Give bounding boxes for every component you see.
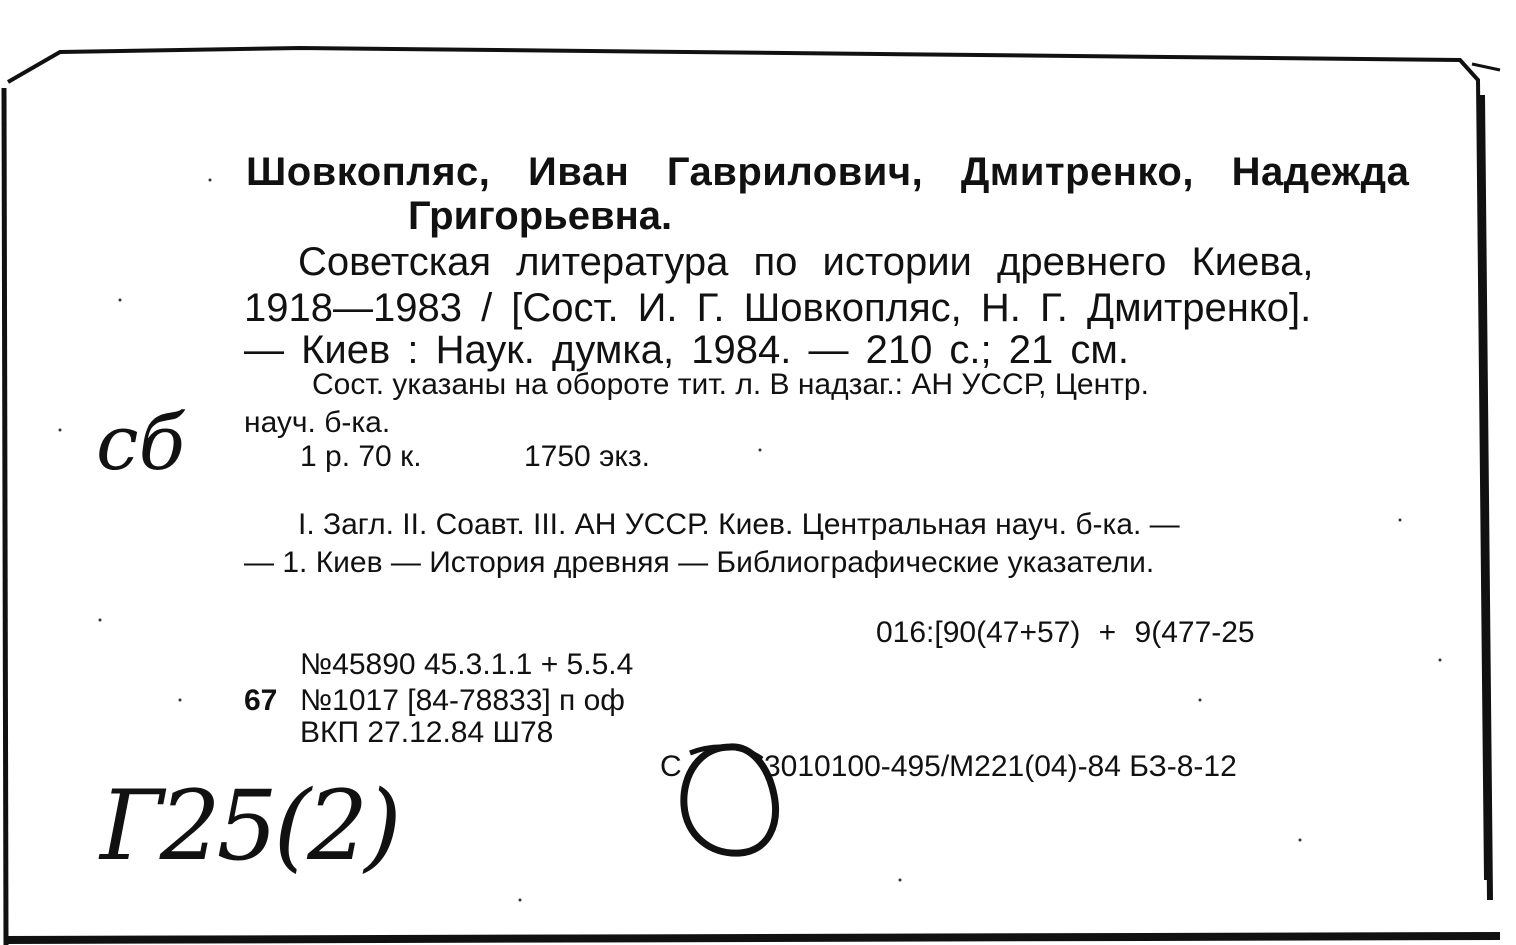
note-line: Сост. указаны на обороте тит. л. В надзаг.: АН УССР, Центр. (312, 368, 1149, 401)
udc-code: 016:[90(47+57) + 9(477-25 (876, 616, 1255, 649)
handwritten-mark: сб (96, 398, 185, 487)
registry-number: №1017 [84-78833] п оф (300, 684, 625, 717)
imprint-line: — Киев : Наук. думка, 1984. — 210 с.; 21 см. (244, 328, 1129, 372)
author-heading: Шовкопляс, Иван Гаврилович, Дмитренко, Надежда (246, 150, 1410, 194)
price: 1 р. 70 к. (300, 440, 422, 473)
note-line: науч. б-ка. (244, 406, 391, 439)
copies: 1750 экз. (524, 440, 650, 473)
registry-prefix: 67 (244, 684, 278, 717)
classification-code: 3010100-495/М221(04)-84 БЗ-8-12 (764, 750, 1237, 783)
hole-stamp (670, 735, 790, 875)
vkp-line: ВКП 27.12.84 Ш78 (300, 716, 554, 749)
author-heading-cont: Григорьевна. (408, 194, 673, 238)
tracings-line: I. Загл. II. Соавт. III. АН УССР. Киев. Центральная науч. б-ка. — (298, 508, 1180, 541)
handwritten-shelf-mark: Г25(2) (100, 770, 398, 882)
title-line: Советская литература по истории древнего Киева, (298, 240, 1314, 284)
tracings-line: — 1. Киев — История древняя — Библиографические указатели. (244, 546, 1155, 579)
code-prefix: С (660, 750, 682, 783)
title-line: 1918—1983 / [Сост. И. Г. Шовкопляс, Н. Г. Дмитренко]. (244, 286, 1312, 330)
registry-number: №45890 45.3.1.1 + 5.5.4 (300, 648, 634, 681)
